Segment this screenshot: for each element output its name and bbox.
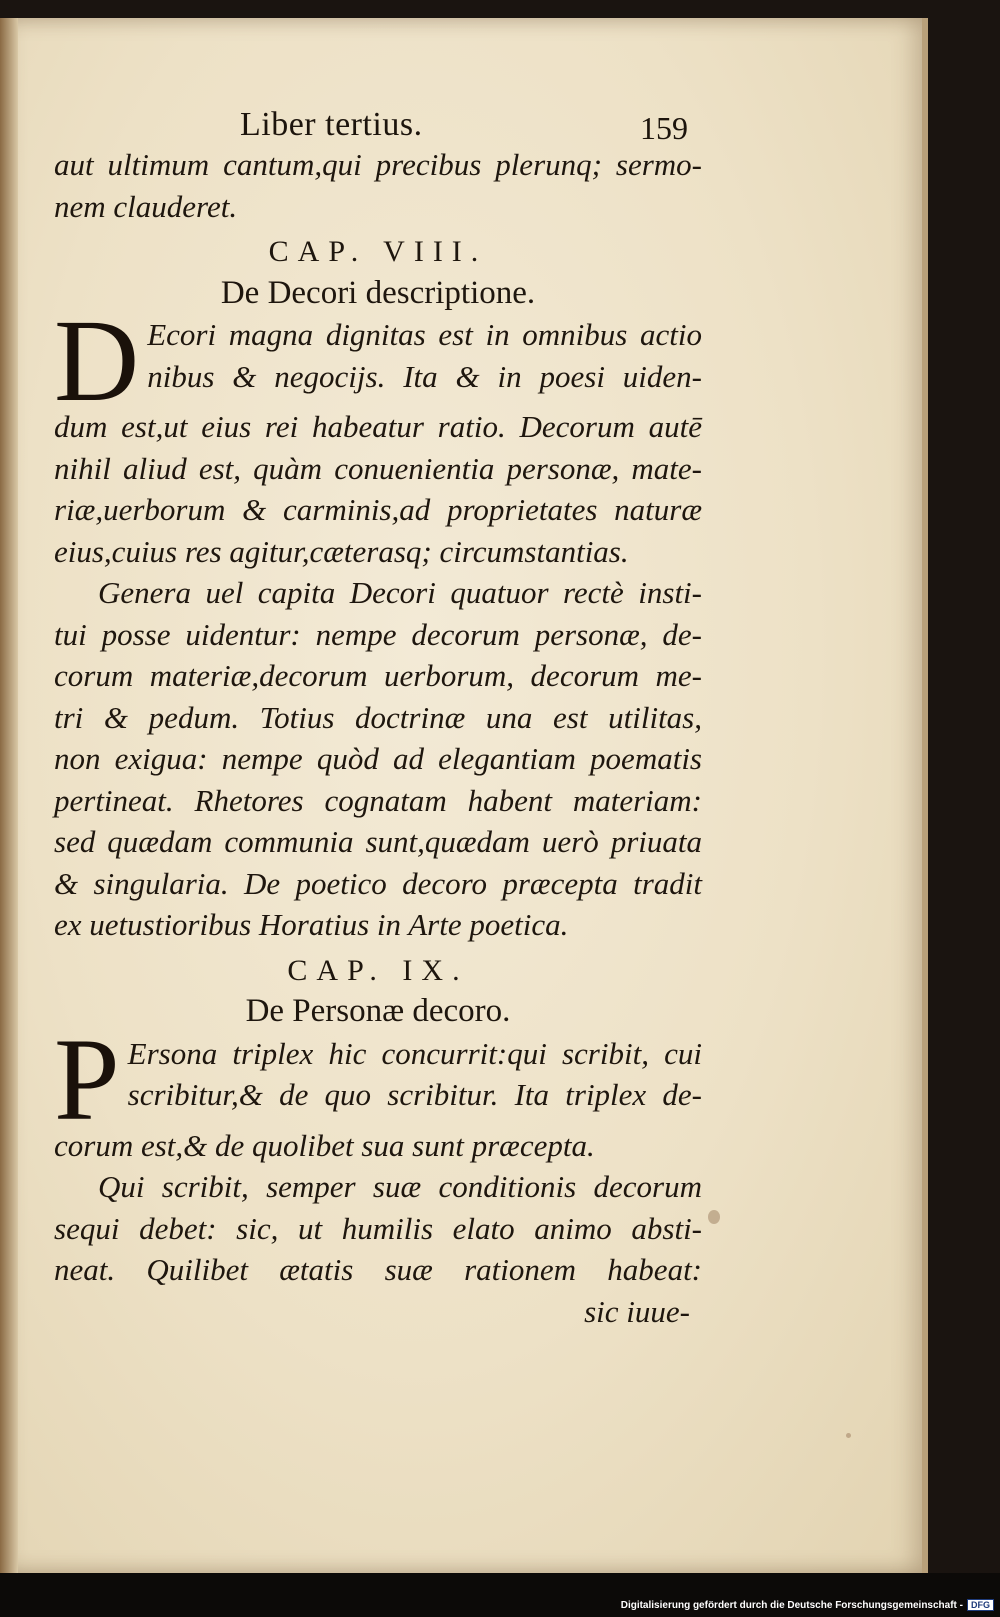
text-line: aut ultimum cantum,qui precibus plerunq; sermo- — [54, 147, 702, 182]
text-line: & singularia. De poetico decoro præcepta tradit — [54, 865, 702, 901]
page-number: 159 — [640, 110, 688, 146]
text-line: corum est,& de quolibet sua sunt præcepta. — [54, 1127, 595, 1163]
dfg-logo: DFG — [967, 1599, 994, 1611]
drop-cap: P — [54, 1013, 120, 1145]
text-line: sed quædam communia sunt,quædam uerò priuata — [54, 824, 702, 859]
text-line: scribitur,& de quo scribitur. Ita triplex de- — [127, 1077, 702, 1112]
text-line: Qui scribit, semper suæ conditionis decorum — [98, 1169, 702, 1204]
text-line: nihil aliud est, quàm conuenientia personæ, mate- — [54, 450, 702, 486]
page-gutter — [0, 18, 18, 1573]
drop-cap: D — [54, 295, 140, 426]
text-line: sequi debet: sic, ut humilis elato animo absti- — [54, 1210, 702, 1246]
paragraph — [54, 1166, 702, 1291]
catchword: sic iuue- — [584, 1293, 690, 1329]
book-page — [0, 18, 928, 1573]
page-text — [54, 144, 702, 1332]
text-line: Ecori magna dignitas est in omnibus actio — [147, 317, 702, 352]
chapter-heading: CAP. IX. — [287, 953, 469, 987]
paper-stain — [846, 1433, 851, 1438]
text-line: Ersona triplex hic concurrit:qui scribit, cui — [127, 1035, 702, 1071]
footer — [621, 1599, 994, 1611]
chapter-title: De Decori descriptione. — [220, 274, 536, 311]
scan-footer-band — [0, 1573, 1000, 1617]
text-line: corum materiæ,decorum uerborum, decorum me- — [54, 658, 702, 693]
text-line: nem clauderet. — [54, 188, 238, 224]
paper-stain — [708, 1210, 720, 1224]
chapter-heading: CAP. VIII. — [268, 235, 488, 268]
text-line: riæ,uerborum & carminis,ad proprietates naturæ — [54, 492, 702, 527]
paragraph — [54, 295, 702, 572]
text-line: tui posse uidentur: nempe decorum personæ, de- — [54, 616, 702, 652]
chapter-title: De Personæ decoro. — [245, 993, 511, 1029]
paragraph — [54, 1013, 702, 1167]
text-line: pertineat. Rhetores cognatam habent materiam: — [54, 782, 702, 818]
text-line: neat. Quilibet ætatis suæ rationem habeat: — [54, 1252, 702, 1287]
text-line: eius,cuius res agitur,cæterasq; circumstantias. — [54, 533, 629, 569]
text-line: ex uetustioribus Horatius in Arte poetica. — [54, 907, 569, 942]
page-edge — [922, 18, 928, 1573]
text-line: Genera uel capita Decori quatuor rectè insti- — [98, 575, 702, 610]
footer-credit: Digitalisierung gefördert durch die Deutsche Forschungsgemeinschaft - — [620, 1599, 963, 1611]
text-line: tri & pedum. Totius doctrinæ una est utilitas, — [54, 699, 702, 735]
text-line: nibus & negocijs. Ita & in poesi uiden- — [147, 358, 702, 394]
running-head: Liber tertius. — [240, 106, 423, 143]
paragraph — [54, 572, 702, 946]
text-line: non exigua: nempe quòd ad elegantiam poematis — [54, 741, 702, 776]
text-line: dum est,ut eius rei habeatur ratio. Decorum autē — [54, 409, 702, 444]
